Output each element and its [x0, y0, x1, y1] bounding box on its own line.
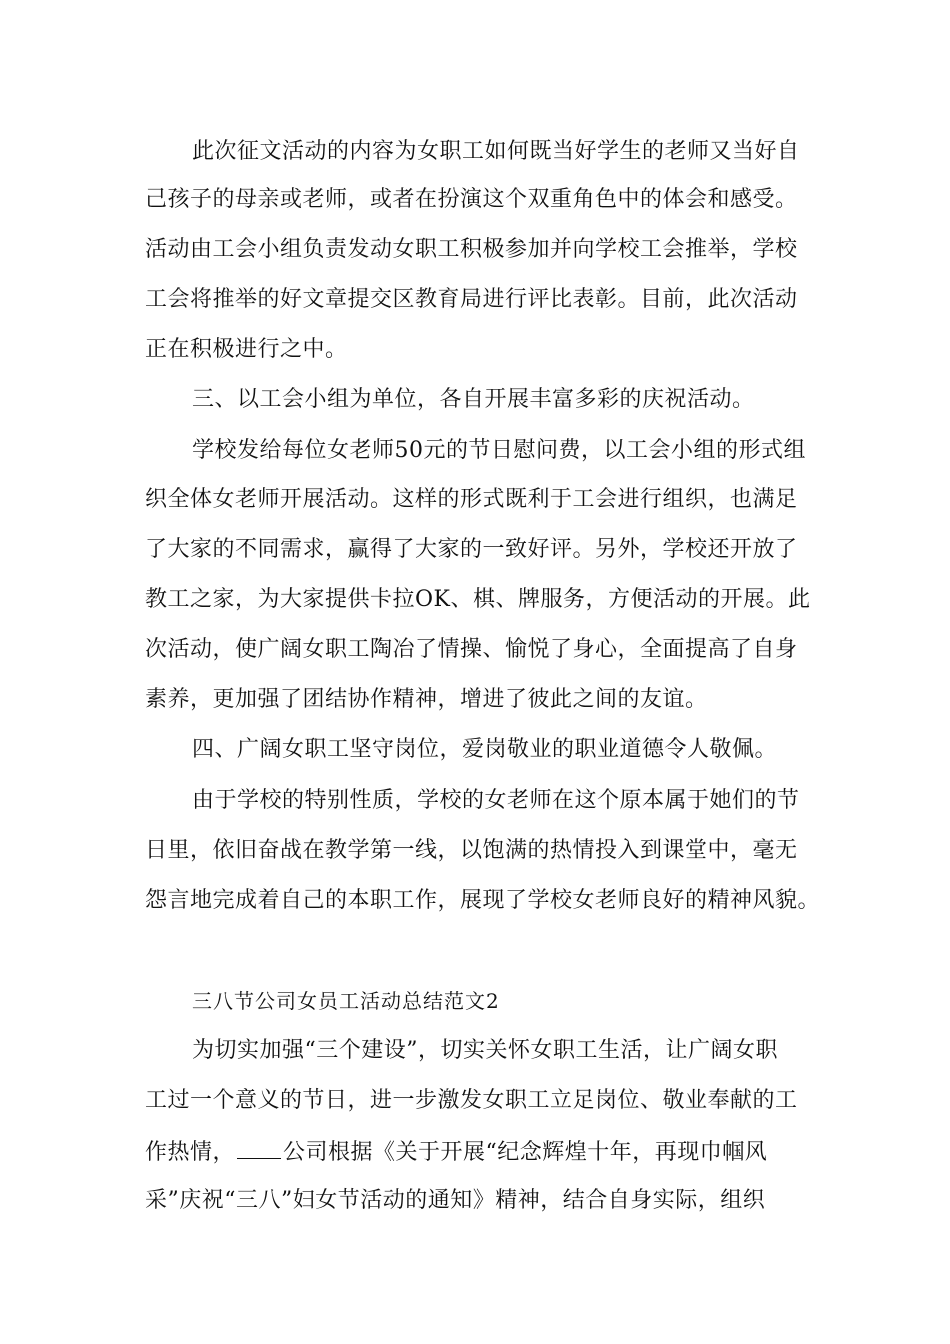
paragraph-line: 次活动，使广阔女职工陶冶了情操、愉悦了身心，全面提高了自身	[145, 637, 798, 662]
paragraph-line: 为切实加强“三个建设”，切实关怀女职工生活，让广阔女职	[192, 1038, 778, 1063]
paragraph-line-with-blank	[145, 1140, 767, 1164]
article-title: 三八节公司女员工活动总结范文2	[192, 989, 500, 1013]
paragraph-line: 由于学校的特别性质，学校的女老师在这个原本属于她们的节	[192, 788, 800, 813]
paragraph-line: 学校发给每位女老师50元的节日慰问费，以工会小组的形式组	[192, 438, 806, 463]
paragraph-line: 采”庆祝“三八”妇女节活动的通知》精神，结合自身实际，组织	[145, 1188, 766, 1213]
paragraph-line: 此次征文活动的内容为女职工如何既当好学生的老师又当好自	[192, 139, 800, 164]
paragraph-line: 了大家的不同需求，赢得了大家的一致好评。另外，学校还开放了	[145, 537, 798, 562]
paragraph-line: 工会将推举的好文章提交区教育局进行评比表彰。目前，此次活动	[145, 287, 798, 312]
line-text-after-blank: 公司根据《关于开展“纪念辉煌十年，再现巾帼风	[283, 1140, 768, 1165]
line-text-before-blank: 作热情，	[145, 1140, 236, 1165]
paragraph-line: 织全体女老师开展活动。这样的形式既利于工会进行组织，也满足	[145, 487, 798, 512]
paragraph-line: 己孩子的母亲或老师，或者在扮演这个双重角色中的体会和感受。	[145, 187, 798, 212]
paragraph-line: 怨言地完成着自己的本职工作，展现了学校女老师良好的精神风貌。	[145, 888, 821, 913]
paragraph-line: 正在积极进行之中。	[145, 337, 348, 362]
fill-in-blank	[237, 1140, 281, 1159]
paragraph-line: 日里，依旧奋战在教学第一线，以饱满的热情投入到课堂中，毫无	[145, 838, 798, 863]
section-heading-4: 四、广阔女职工坚守岗位，爱岗敬业的职业道德令人敬佩。	[192, 737, 778, 762]
section-heading-3: 三、以工会小组为单位，各自开展丰富多彩的庆祝活动。	[192, 387, 755, 412]
paragraph-line: 工过一个意义的节日，进一步激发女职工立足岗位、敬业奉献的工	[145, 1088, 798, 1113]
paragraph-line: 素养，更加强了团结协作精神，增进了彼此之间的友谊。	[145, 687, 708, 712]
paragraph-line: 教工之家，为大家提供卡拉OK、棋、牌服务，方便活动的开展。此	[145, 587, 811, 612]
paragraph-line: 活动由工会小组负责发动女职工积极参加并向学校工会推举，学校	[145, 237, 798, 262]
